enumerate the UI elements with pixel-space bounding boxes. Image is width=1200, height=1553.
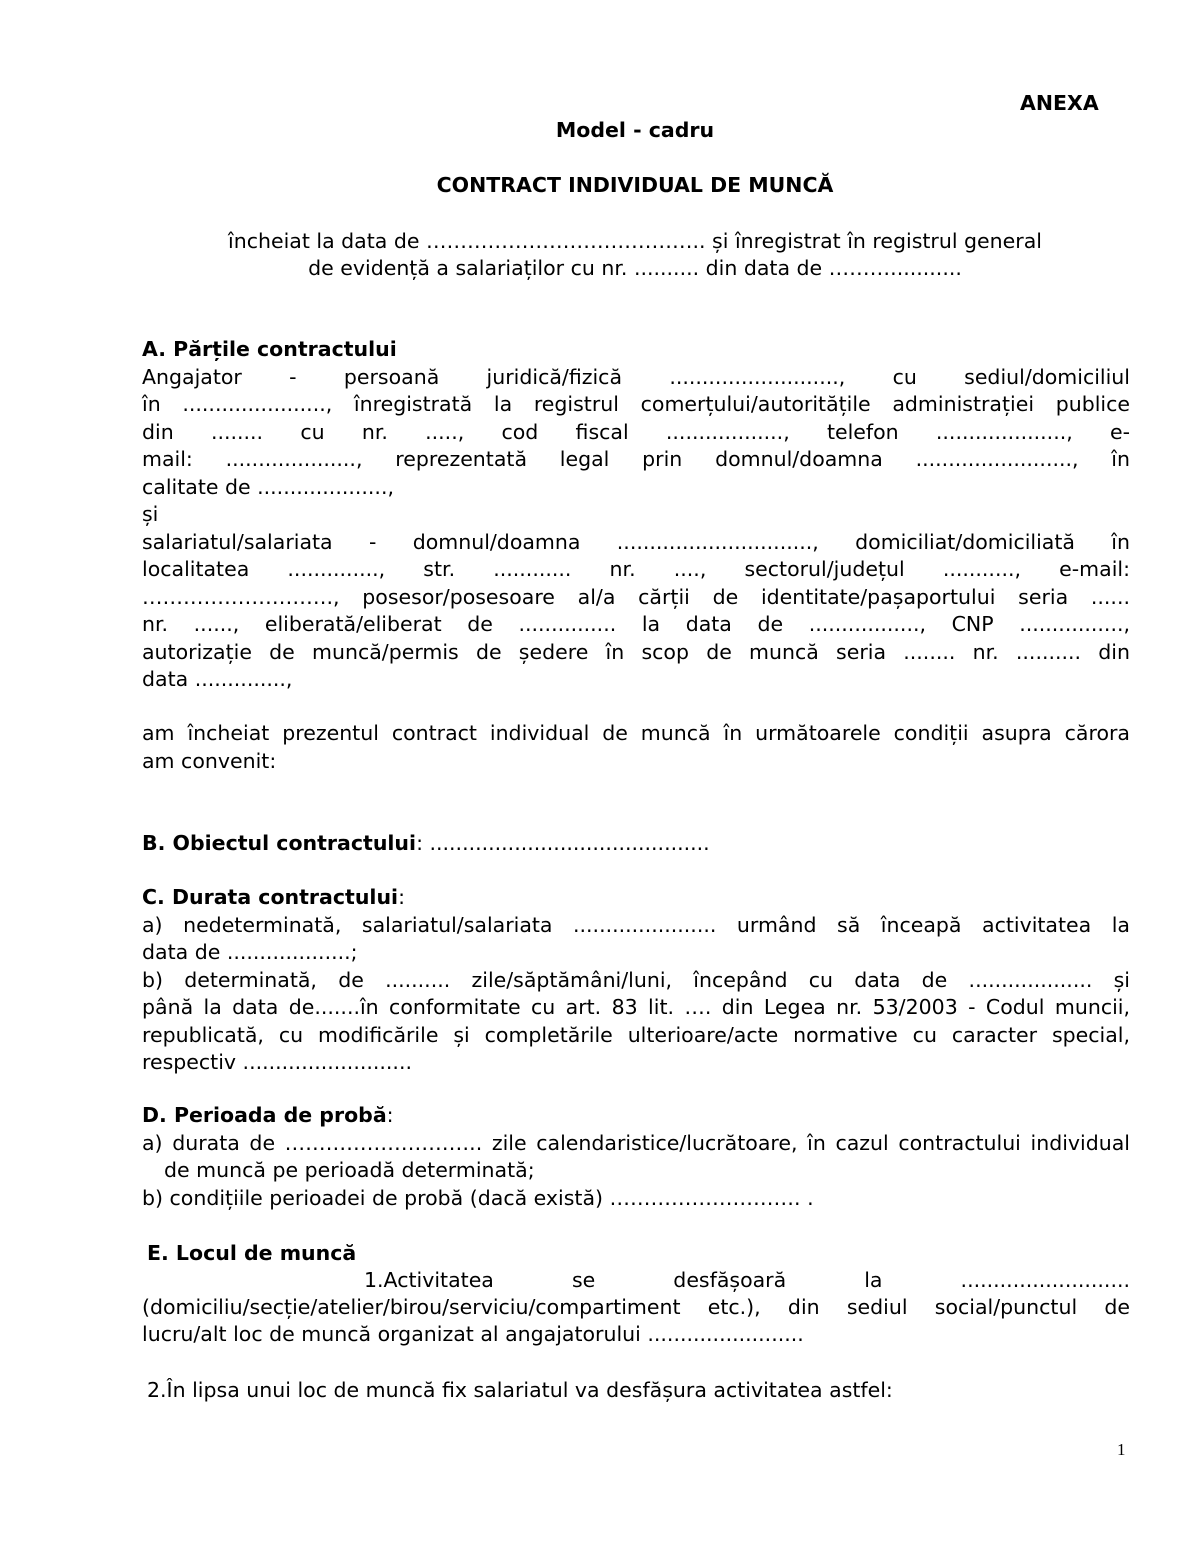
section-c-line: b) determinată, de .......... zile/săptămâni/luni, începând cu data de ................... și: [142, 967, 1130, 992]
section-d-line-a2: de muncă pe perioadă determinată;: [164, 1158, 535, 1182]
section-a-line: mail: ...................., reprezentată legal prin domnul/doamna ........................, în: [142, 447, 1130, 471]
section-c-line: până la data de.......în conformitate cu art. 83 lit. …. din Legea nr. 53/2003 - Codul muncii,: [142, 995, 1130, 1019]
section-a-heading: A. Părțile contractului: [142, 337, 397, 361]
page-number: 1: [1117, 1440, 1126, 1459]
section-d: [142, 1102, 1130, 1212]
section-c-line: republicată, cu modificările și completările ulterioare/acte normative cu caracter special,: [142, 1022, 1130, 1047]
section-e-item1-line1: 1.Activitatea se desfășoară la ..........................: [364, 1268, 1130, 1292]
section-e-item2: 2.În lipsa unui loc de muncă fix salariatul va desfășura activitatea astfel:: [147, 1378, 893, 1402]
section-a-line: calitate de ....................,: [142, 474, 394, 499]
section-a-line: localitatea .............., str. ............ nr. ...., sectorul/județul ..........., e-mail:: [142, 557, 1130, 581]
section-b-value: : ...........................................: [416, 831, 710, 855]
section-b: [142, 830, 1130, 858]
annex-label: ANEXA: [1020, 91, 1099, 115]
closing-line-1: am încheiat prezentul contract individual de muncă în următoarele condiții asupra cărora: [142, 721, 1130, 745]
section-a-closing: [142, 720, 1130, 775]
section-c-line: respectiv ..........................: [142, 1050, 412, 1074]
closing-line-2: am convenit:: [142, 748, 277, 773]
section-d-line-b: b) condițiile perioadei de probă (dacă există) ………………………. .: [142, 1185, 814, 1210]
section-a-line: data ..............,: [142, 667, 293, 691]
section-d-colon: :: [386, 1103, 394, 1127]
section-e-heading: E. Locul de muncă: [147, 1241, 357, 1265]
section-a-line: Angajator - persoană juridică/fizică .........................., cu sediul/domiciliul: [142, 364, 1130, 389]
section-a-line: ………………………., posesor/posesoare al/a cărții de identitate/pașaportului seria ......: [142, 584, 1130, 609]
section-a-line: autorizație de muncă/permis de ședere în scop de muncă seria ........ nr. .......... din: [142, 639, 1130, 664]
section-d-heading: D. Perioada de probă: [142, 1103, 387, 1127]
model-label: Model - cadru: [555, 118, 715, 142]
intro-line-2: de evidență a salariaților cu nr. .......... din data de ………...........: [308, 256, 962, 280]
section-c-colon: :: [398, 885, 405, 909]
section-c-line: data de ...................;: [142, 940, 358, 964]
section-c-line: a) nedeterminată, salariatul/salariata ...................... urmând să înceapă activitatea la: [142, 912, 1130, 937]
section-b-heading: B. Obiectul contractului: [142, 831, 417, 855]
section-a-line: salariatul/salariata - domnul/doamna .............................., domiciliat/domiciliată în: [142, 529, 1130, 554]
section-a: [142, 336, 1130, 694]
section-c-heading: C. Durata contractului: [142, 885, 399, 909]
section-c: [142, 884, 1130, 1077]
intro-line-1: încheiat la data de ………………………………….. și înregistrat în registrul general: [228, 229, 1042, 253]
section-a-line: din ........ cu nr. ....., cod fiscal .................., telefon ...................., e-: [142, 419, 1130, 444]
section-e-item1-line3: lucru/alt loc de muncă organizat al angajatorului ........................: [142, 1322, 804, 1346]
section-a-line: nr. ......, eliberată/eliberat de ............... la data de ................., CNP ................,: [142, 612, 1130, 636]
section-e-item1-line2: (domiciliu/secție/atelier/birou/serviciu/compartiment etc.), din sediul social/punctul de: [142, 1295, 1130, 1319]
section-a-line: în ......................, înregistrată la registrul comerțului/autoritățile administrației publice: [142, 392, 1130, 416]
section-a-line: și: [142, 502, 159, 526]
section-d-line-a1: a) durata de ……………………….. zile calendaristice/lucrătoare, în cazul contractului individual: [142, 1130, 1130, 1155]
contract-title: CONTRACT INDIVIDUAL DE MUNCĂ: [436, 173, 834, 197]
